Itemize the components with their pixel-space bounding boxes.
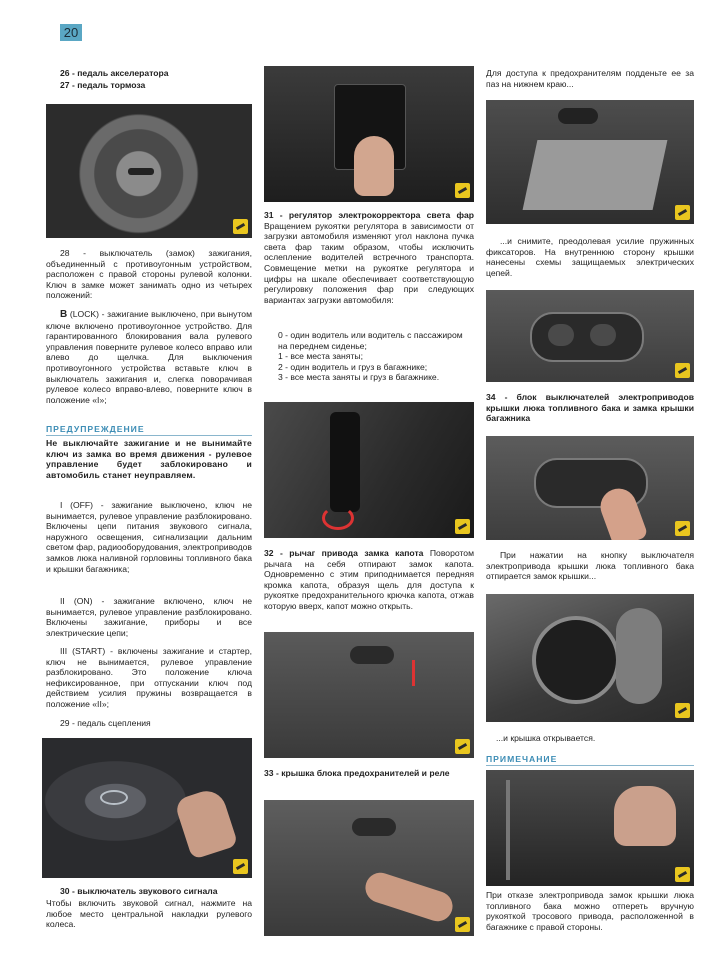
switch-block-shape — [352, 818, 396, 836]
switch-press-text: При нажатии на кнопку выключателя электропривода крышки люка топливного бака отпирается замок крышки... — [486, 550, 694, 582]
fuse-access-text: Для доступа к предохранителям подденьте ее за паз на нижнем краю... — [486, 68, 694, 89]
rotate-arrow-icon — [322, 506, 354, 530]
switch-block-shape — [350, 646, 394, 664]
load-options-list — [278, 330, 474, 383]
page-number: 20 — [60, 24, 82, 41]
photo-badge-icon — [675, 363, 690, 378]
on-position-description: II (ON) - зажигание включено, ключ не вынимается, рулевое управление разблокировано. Включены зажигание, приборы и все электрические цепи; — [46, 596, 252, 638]
photo-badge-icon — [455, 183, 470, 198]
down-arrow-icon — [412, 660, 415, 686]
photo-badge-icon — [455, 917, 470, 932]
lock-position-letter: B — [60, 309, 68, 320]
fuse-box-cover-title: 33 - крышка блока предохранителей и реле — [264, 768, 450, 778]
photo-badge-icon — [675, 703, 690, 718]
photo-badge-icon — [233, 859, 248, 874]
fuse-remove-text: ...и снимите, преодолевая усилие пружинных фиксаторов. На внутреннюю сторону крышки нанесены схемы защищаемых электрических цепей. — [486, 236, 694, 278]
item-26-label: 26 - педаль акселератора — [60, 68, 169, 78]
photo-badge-icon — [675, 205, 690, 220]
load-option-0: 0 - один водитель или водитель с пассажиром на переднем сиденье; — [278, 330, 463, 351]
hand-shape — [362, 869, 457, 925]
finger-shape — [354, 136, 394, 196]
ignition-switch-photo — [46, 104, 252, 238]
trunk-switch-shape — [548, 324, 574, 346]
switch-press-photo — [486, 436, 694, 540]
lid-opens-text: ...и крышка открывается. — [496, 733, 596, 743]
key-slot-shape — [128, 168, 154, 175]
lock-position-description — [46, 309, 252, 405]
fuel-lid-shape — [616, 608, 662, 704]
horn-switch-description: Чтобы включить звуковой сигнал, нажмите на любое место центральной накладки рулевого колеса. — [46, 898, 252, 930]
photo-badge-icon — [455, 739, 470, 754]
hand-shape — [174, 786, 239, 860]
headlight-corrector-text: Вращением рукоятки регулятора в зависимости от загрузки автомобиля изменяют угол наклона пучка света фар таким образом, чтобы исключить ослепление водителей встречного транспорта. Совмещение метки на рукоятке регулятора и цифры на шкале обеспечивает соответствующую регулировку положения фар при следующих вариантах загрузки автомобиля: — [264, 220, 474, 305]
warning-text: Не выключайте зажигание и не вынимайте ключ из замка во время движения - рулевое управление будет заблокировано и автомобиль станет неуправляем. — [46, 438, 252, 480]
fuse-cover-open-photo — [486, 100, 694, 224]
load-option-2: 2 - один водитель и груз в багажнике; — [278, 361, 428, 372]
manual-release-photo — [486, 770, 694, 886]
load-option-3: 3 - все места заняты и груз в багажнике. — [278, 372, 440, 383]
headlight-corrector-description — [264, 210, 474, 305]
hood-lever-description — [264, 548, 474, 612]
item-27-label: 27 - педаль тормоза — [60, 80, 146, 90]
lock-position-text: (LOCK) - зажигание выключено, при вынутом ключе включено противоугонное устройство. Для гарантированного блокирования вала рулевого управления поверните рулевое колесо вправо или влево до щелчка. Для выключения противоугонного устройства вставьте ключ в выключатель зажигания и, слегка поворачивая рулевое колесо вправо-влево, поверните ключ в положение «I»; — [46, 309, 252, 405]
off-position-description: I (OFF) - зажигание выключено, ключ не вынимается, рулевое управление разблокировано. Включены цепи питания звукового сигнала, наружного освещения, сигнализации дальним светом фар, радиооборудования, электроприводов замков люка наливной горловины топливного бака и крышки багажника; — [46, 500, 252, 574]
start-position-description: III (START) - включены зажигание и стартер, ключ не вынимается, рулевое управление разблокировано. Это положение ключа нефиксированное, при отпускании ключ под действием усилия пружины возвращается в положение «II»; — [46, 646, 252, 709]
hood-lever-text: Поворотом рычага на себя отпирают замок капота. Одновременно с этим приподнимается передняя кромка капота, образуя щель для доступа к рукоятке предохранительного крючка капота, отжав которую вверх, капот можно открыть. — [264, 548, 474, 611]
note-text: При отказе электропривода замок крышки люка топливного бака можно отпереть вручную рукояткой тросового привода, расположенной в багажнике с правой стороны. — [486, 890, 694, 932]
switch-block-photo — [486, 290, 694, 382]
switch-block-shape — [530, 312, 644, 362]
fuse-box-cover-photo — [264, 632, 474, 758]
headlight-corrector-photo — [264, 66, 474, 202]
fuel-filler-neck-shape — [532, 616, 620, 704]
photo-badge-icon — [675, 521, 690, 536]
steering-wheel-photo — [42, 738, 252, 878]
hood-lever-title: 32 - рычаг привода замка капота — [264, 548, 424, 558]
ignition-switch-description: 28 - выключатель (замок) зажигания, объединенный с противоугонным устройством, расположен с правой стороны рулевой колонки. Ключ в замке может занимать одно из четырех положений: — [46, 248, 252, 301]
fuse-cover-hand-photo — [264, 800, 474, 936]
photo-badge-icon — [675, 867, 690, 882]
warning-divider — [46, 435, 252, 436]
fuse-cover-panel-shape — [523, 140, 668, 210]
fuel-lid-switch-shape — [590, 324, 616, 346]
fuel-lid-open-photo — [486, 594, 694, 722]
photo-badge-icon — [455, 519, 470, 534]
note-divider — [486, 765, 694, 766]
item-29-label: 29 - педаль сцепления — [60, 718, 151, 728]
switch-block-title: 34 - блок выключателей электроприводов крышки люка топливного бака и замка крышки багажника — [486, 392, 694, 424]
load-option-1: 1 - все места заняты; — [278, 351, 363, 362]
switch-block-shape — [558, 108, 598, 124]
horn-switch-title: 30 - выключатель звукового сигнала — [60, 886, 218, 896]
warning-title: ПРЕДУПРЕЖДЕНИЕ — [46, 424, 145, 434]
brand-emblem-shape — [100, 790, 128, 805]
note-title: ПРИМЕЧАНИЕ — [486, 754, 558, 764]
cable-shape — [506, 780, 510, 880]
headlight-corrector-title: 31 - регулятор электрокорректора света фар — [264, 210, 474, 220]
hand-shape — [614, 786, 676, 846]
photo-badge-icon — [233, 219, 248, 234]
hood-lever-shape — [330, 412, 360, 512]
hood-release-photo — [264, 402, 474, 538]
